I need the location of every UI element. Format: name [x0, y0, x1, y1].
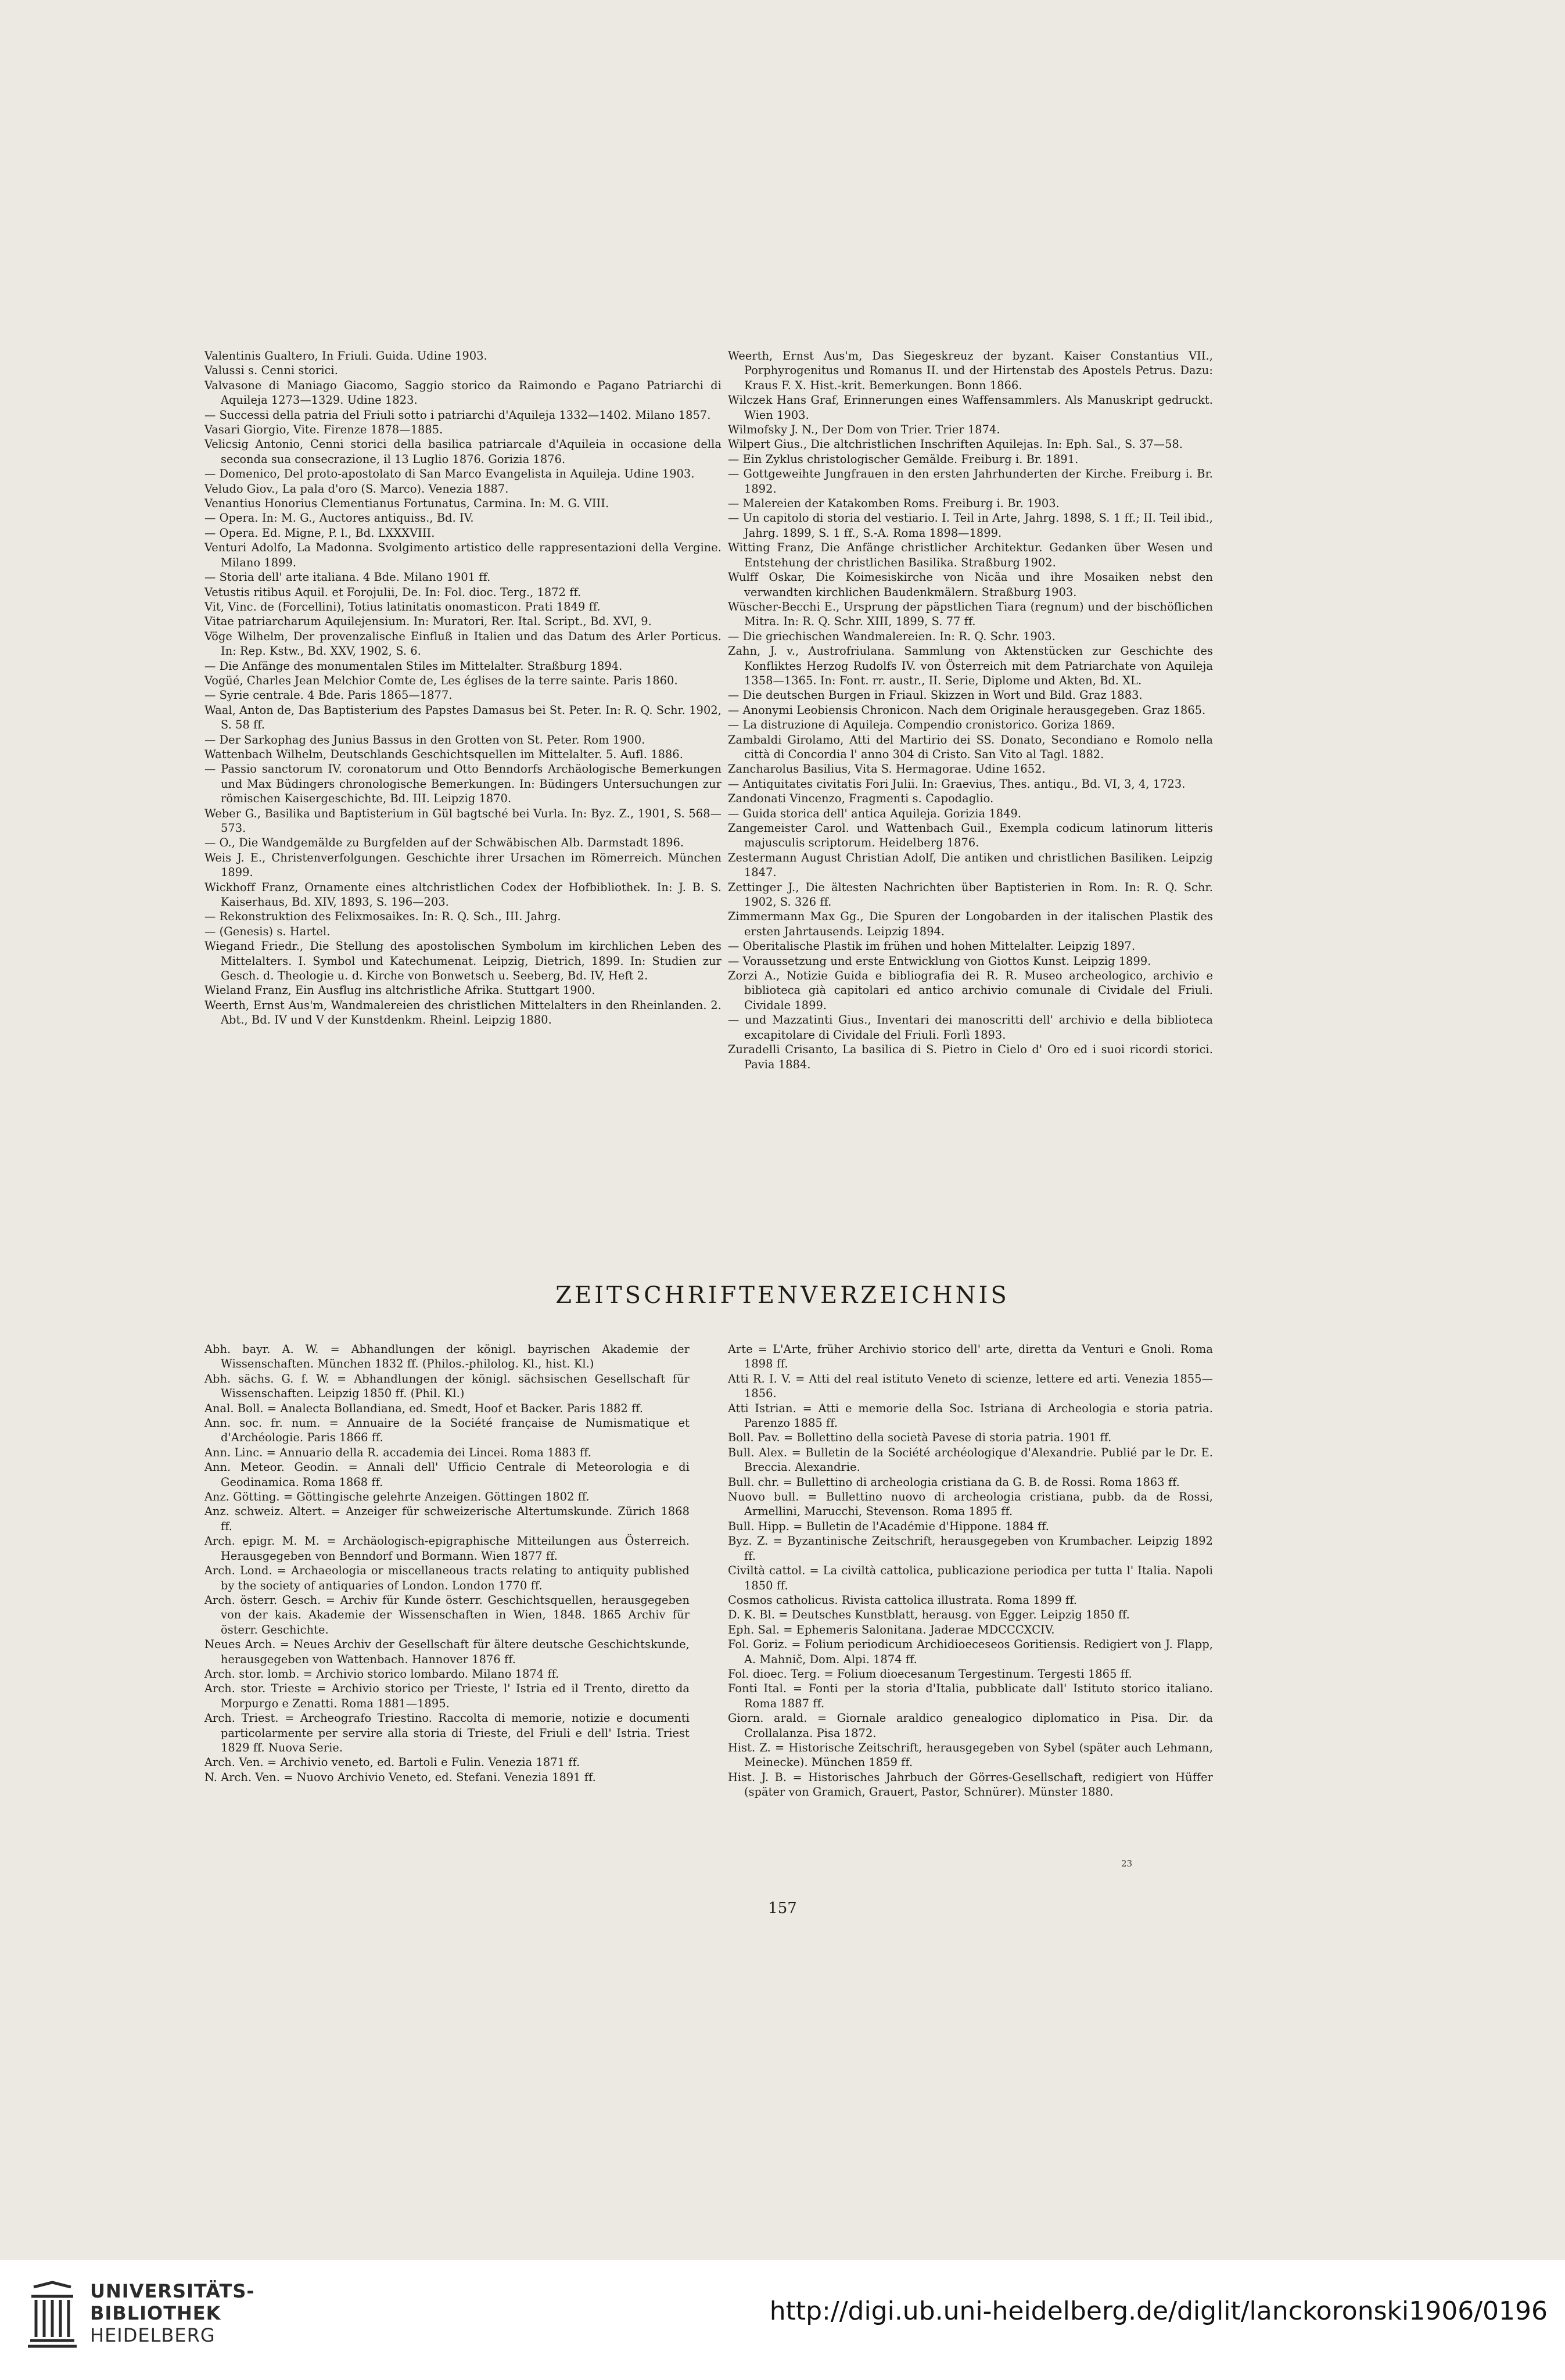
bibliography-entry: Veludo Giov., La pala d'oro (S. Marco). Venezia 1887.: [204, 482, 509, 496]
bibliography-entry: — Oberitalische Plastik im frühen und hohen Mittelalter. Leipzig 1897.: [728, 939, 1136, 953]
bibliography-entry: Atti Istrian. = Atti e memorie della Soc. Istriana di Archeologia e storia patria. Parenzo 1885 ff.: [728, 1401, 1213, 1430]
bibliography-entry: — O., Die Wandgemälde zu Burgfelden auf der Schwäbischen Alb. Darmstadt 1896.: [204, 836, 684, 850]
bibliography-entry: Wilpert Gius., Die altchristlichen Inschriften Aquilejas. In: Eph. Sal., S. 37—58.: [728, 437, 1183, 451]
bibliography-entry: Cosmos catholicus. Rivista cattolica illustrata. Roma 1899 ff.: [728, 1593, 1078, 1607]
bibliography-entry: Bull. chr. = Bullettino di archeologia cristiana da G. B. de Rossi. Roma 1863 ff.: [728, 1475, 1180, 1489]
bibliography-entry: Zancharolus Basilius, Vita S. Hermagorae. Udine 1652.: [728, 762, 1046, 776]
bibliography-entry: Fol. Goriz. = Folium periodicum Archidioeceseos Goritiensis. Redigiert von J. Flapp, A. Mahnič, Dom. Alpi. 1874 ff.: [728, 1638, 1213, 1666]
bibliography-entry: Wickhoff Franz, Ornamente eines altchristlichen Codex der Hofbibliothek. In: J. B. S. Kaiserhaus, Bd. XIV, 1893, S. 196—203.: [204, 880, 722, 909]
bibliography-entry: Hist. J. B. = Historisches Jahrbuch der Görres-Gesellschaft, redigiert von Hüffer (später von Gramich, Grauert, Pastor, Schnürer). Münster 1880.: [728, 1770, 1213, 1799]
bibliography-entry: Zangemeister Carol. und Wattenbach Guil., Exempla codicum latinorum litteris majusculis scriptorum. Heidelberg 1876.: [728, 821, 1213, 850]
bibliography-entry: Zimmermann Max Gg., Die Spuren der Longobarden in der italischen Plastik des ersten Jahrtausends. Leipzig 1894.: [728, 910, 1213, 938]
bibliography-entry: — Die Anfänge des monumentalen Stiles im Mittelalter. Straßburg 1894.: [204, 659, 623, 673]
library-logo-text[interactable]: [90, 2280, 255, 2346]
bibliography-entry: Hist. Z. = Historische Zeitschrift, herausgegeben von Sybel (später auch Lehmann, Meinecke). München 1859 ff.: [728, 1740, 1213, 1769]
bibliography-entry: Byz. Z. = Byzantinische Zeitschrift, herausgegeben von Krumbacher. Leipzig 1892 ff.: [728, 1534, 1213, 1563]
bibliography-entry: — Ein Zyklus christologischer Gemälde. Freiburg i. Br. 1891.: [728, 452, 1079, 466]
bibliography-entry: N. Arch. Ven. = Nuovo Archivio Veneto, ed. Stefani. Venezia 1891 ff.: [204, 1770, 596, 1784]
bibliography-entry: Valussi s. Cenni storici.: [204, 364, 338, 378]
bibliography-entry: Wüscher-Becchi E., Ursprung der päpstlichen Tiara (regnum) und der bischöflichen Mitra. In: R. Q. Schr. XIII, 1899, S. 77 ff.: [728, 600, 1213, 629]
bibliography-entry: Anz. Götting. = Göttingische gelehrte Anzeigen. Göttingen 1802 ff.: [204, 1490, 590, 1504]
bibliography-entry: — Der Sarkophag des Junius Bassus in den Grotten von St. Peter. Rom 1900.: [204, 733, 645, 746]
bibliography-entry: — Domenico, Del proto-apostolato di San Marco Evangelista in Aquileja. Udine 1903.: [204, 467, 695, 481]
bibliography-entry: Zahn, J. v., Austrofriulana. Sammlung von Aktenstücken zur Geschichte des Konfliktes Herzog Rudolfs IV. von Österreich mit dem Patriarchate von Aquileja 1358—1365. In: Font. rr. austr., II. Serie, Diplome und Akten, Bd. XL.: [728, 644, 1213, 687]
bibliography-entry: Wieland Franz, Ein Ausflug ins altchristliche Afrika. Stuttgart 1900.: [204, 983, 595, 997]
bibliography-entry: Waal, Anton de, Das Baptisterium des Papstes Damasus bei St. Peter. In: R. Q. Schr. 1902, S. 58 ff.: [204, 703, 722, 732]
bibliography-entry: — und Mazzatinti Gius., Inventari dei manoscritti dell' archivio e della biblioteca excapitolare di Cividale del Friuli. Forlì 1893.: [728, 1013, 1213, 1042]
bibliography-entry: — Successi della patria del Friuli sotto i patriarchi d'Aquileja 1332—1402. Milano 1857.: [204, 408, 711, 422]
bibliography-entry: — Die griechischen Wandmalereien. In: R. Q. Schr. 1903.: [728, 629, 1056, 643]
bibliography-entry: Giorn. arald. = Giornale araldico genealogico diplomatico in Pisa. Dir. da Crollalanza. Pisa 1872.: [728, 1711, 1213, 1740]
logo-line-1: UNIVERSITÄTS-: [90, 2280, 255, 2302]
bibliography-entry: Vöge Wilhelm, Der provenzalische Einfluß in Italien und das Datum des Arler Porticus. In: Rep. Kstw., Bd. XXV, 1902, S. 6.: [204, 629, 722, 658]
bibliography-entry: — Opera. Ed. Migne, P. l., Bd. LXXXVIII.: [204, 526, 435, 540]
bibliography-entry: Zuradelli Crisanto, La basilica di S. Pietro in Cielo d' Oro ed i suoi ricordi storici. Pavia 1884.: [728, 1043, 1213, 1071]
bibliography-entry: Witting Franz, Die Anfänge christlicher Architektur. Gedanken über Wesen und Entstehung der christlichen Basilika. Straßburg 1902.: [728, 541, 1213, 569]
bibliography-entry: Vasari Giorgio, Vite. Firenze 1878—1885.: [204, 423, 443, 437]
bibliography-entry: Atti R. I. V. = Atti del real istituto Veneto di scienze, lettere ed arti. Venezia 1855—1856.: [728, 1372, 1213, 1401]
section-heading: ZEITSCHRIFTENVERZEICHNIS: [555, 1282, 1010, 1309]
bibliography-entry: Arch. epigr. M. M. = Archäologisch-epigraphische Mitteilungen aus Österreich. Herausgegeben von Benndorf und Bormann. Wien 1877 ff.: [204, 1534, 690, 1563]
bibliography-entry: Boll. Pav. = Bollettino della società Pavese di storia patria. 1901 ff.: [728, 1431, 1112, 1445]
signature-mark: 23: [1121, 1858, 1133, 1869]
logo-line-2: BIBLIOTHEK: [90, 2302, 221, 2324]
bibliography-entry: Anal. Boll. = Analecta Bollandiana, ed. Smedt, Hoof et Backer. Paris 1882 ff.: [204, 1401, 644, 1415]
bibliography-entry: Valentinis Gualtero, In Friuli. Guida. Udine 1903.: [204, 349, 487, 362]
bibliography-entry: Wilmofsky J. N., Der Dom von Trier. Trier 1874.: [728, 423, 1000, 437]
bibliography-entry: Wiegand Friedr., Die Stellung des apostolischen Symbolum im kirchlichen Leben des Mittelalters. I. Symbol und Katechumenat. Leipzig, Dietrich, 1899. In: Studien zur Gesch. d. Theologie u. d. Kirche von Bonwetsch u. Seeberg, Bd. IV, Heft 2.: [204, 939, 722, 983]
bibliography-entry: Valvasone di Maniago Giacomo, Saggio storico da Raimondo e Pagano Patriarchi di Aquileja 1273—1329. Udine 1823.: [204, 378, 722, 407]
logo-line-3: HEIDELBERG: [90, 2324, 216, 2346]
page-number: 157: [768, 1900, 797, 1917]
bibliography-entry: — Anonymi Leobiensis Chronicon. Nach dem Originale herausgegeben. Graz 1865.: [728, 703, 1206, 717]
bibliography-entry: Ann. Meteor. Geodin. = Annali dell' Ufficio Centrale di Meteorologia e di Geodinamica. Roma 1868 ff.: [204, 1460, 690, 1489]
bibliography-entry: Weerth, Ernst Aus'm, Das Siegeskreuz der byzant. Kaiser Constantius VII., Porphyrogenitus und Romanus II. und der Hirtenstab des Apostels Petrus. Dazu: Kraus F. X. Hist.-krit. Bemerkungen. Bonn 1866.: [728, 349, 1213, 392]
bibliography-entry: Vitae patriarcharum Aquilejensium. In: Muratori, Rer. Ital. Script., Bd. XVI, 9.: [204, 615, 652, 629]
bibliography-entry: Civiltà cattol. = La civiltà cattolica, publicazione periodica per tutta l' Italia. Napoli 1850 ff.: [728, 1564, 1213, 1592]
bibliography-entry: Zestermann August Christian Adolf, Die antiken und christlichen Basiliken. Leipzig 1847.: [728, 850, 1213, 880]
bibliography-entry: — La distruzione di Aquileja. Compendio cronistorico. Goriza 1869.: [728, 718, 1115, 732]
bibliography-entry: — Un capitolo di storia del vestiario. I. Teil in Arte, Jahrg. 1898, S. 1 ff.; II. Teil ibid., Jahrg. 1899, S. 1 ff., S.-A. Roma 1898—1899.: [728, 511, 1213, 540]
bibliography-entry: Arch. Triest. = Archeografo Triestino. Raccolta di memorie, notizie e documenti particolarmente per servire alla storia di Trieste, del Friuli e dell' Istria. Triest 1829 ff. Nuova Serie.: [204, 1711, 690, 1754]
bibliography-entry: Zettinger J., Die ältesten Nachrichten über Baptisterien in Rom. In: R. Q. Schr. 1902, S. 326 ff.: [728, 880, 1213, 909]
bibliography-entry: Weis J. E., Christenverfolgungen. Geschichte ihrer Ursachen im Römerreich. München 1899.: [204, 850, 722, 880]
bibliography-entry: Zorzi A., Notizie Guida e bibliografia dei R. R. Museo archeologico, archivio e biblioteca già capitolari ed antico archivio comunale di Cividale del Friuli. Cividale 1899.: [728, 969, 1213, 1012]
bibliography-entry: Neues Arch. = Neues Archiv der Gesellschaft für ältere deutsche Geschichtskunde, herausgegeben von Wattenbach. Hannover 1876 ff.: [204, 1638, 690, 1666]
periodicals-column-left: [204, 1342, 690, 1785]
periodicals-column-right: [728, 1342, 1213, 1800]
bibliography-entry: Arte = L'Arte, früher Archivio storico dell' arte, diretta da Venturi e Gnoli. Roma 1898 ff.: [728, 1342, 1213, 1371]
bibliography-entry: Weerth, Ernst Aus'm, Wandmalereien des christlichen Mittelalters in den Rheinlanden. 2. Abt., Bd. IV und V der Kunstdenkm. Rheinl. Leipzig 1880.: [204, 998, 722, 1027]
bibliography-entry: Venantius Honorius Clementianus Fortunatus, Carmina. In: M. G. VIII.: [204, 497, 609, 511]
source-url-link[interactable]: http://digi.ub.uni-heidelberg.de/diglit/lanckoronski1906/0196: [769, 2296, 1548, 2326]
bibliography-entry: — Syrie centrale. 4 Bde. Paris 1865—1877.: [204, 688, 453, 702]
bibliography-entry: Ann. Linc. = Annuario della R. accademia dei Lincei. Roma 1883 ff.: [204, 1445, 592, 1459]
bibliography-entry: Fol. dioec. Terg. = Folium dioecesanum Tergestinum. Tergesti 1865 ff.: [728, 1667, 1132, 1681]
bibliography-entry: Zambaldi Girolamo, Atti del Martirio dei SS. Donato, Secondiano e Romolo nella città di Concordia l' anno 304 di Cristo. San Vito al Tagl. 1882.: [728, 733, 1213, 761]
bibliography-entry: D. K. Bl. = Deutsches Kunstblatt, herausg. von Egger. Leipzig 1850 ff.: [728, 1608, 1130, 1622]
bibliography-entry: Abh. bayr. A. W. = Abhandlungen der königl. bayrischen Akademie der Wissenschaften. München 1832 ff. (Philos.-philolog. Kl., hist. Kl.): [204, 1342, 690, 1371]
university-library-seal-icon[interactable]: [26, 2280, 79, 2350]
bibliography-entry: — Die deutschen Burgen in Friaul. Skizzen in Wort und Bild. Graz 1883.: [728, 688, 1143, 702]
bibliography-entry: — (Genesis) s. Hartel.: [204, 924, 331, 938]
bibliography-entry: Wilczek Hans Graf, Erinnerungen eines Waffensammlers. Als Manuskript gedruckt. Wien 1903.: [728, 393, 1213, 422]
bibliography-entry: Anz. schweiz. Altert. = Anzeiger für schweizerische Altertumskunde. Zürich 1868 ff.: [204, 1505, 690, 1533]
bibliography-entry: — Gottgeweihte Jungfrauen in den ersten Jahrhunderten der Kirche. Freiburg i. Br. 1892.: [728, 467, 1213, 496]
bibliography-column-right: [728, 349, 1213, 1072]
bibliography-entry: Velicsig Antonio, Cenni storici della basilica patriarcale d'Aquileia in occasione della seconda sua consecrazione, il 13 Luglio 1876. Gorizia 1876.: [204, 437, 722, 466]
bibliography-entry: Bull. Alex. = Bulletin de la Société archéologique d'Alexandrie. Publié par le Dr. E. Breccia. Alexandrie.: [728, 1445, 1213, 1474]
bibliography-entry: Zandonati Vincenzo, Fragmenti s. Capodaglio.: [728, 792, 994, 806]
bibliography-entry: — Malereien der Katakomben Roms. Freiburg i. Br. 1903.: [728, 497, 1060, 511]
bibliography-entry: Arch. österr. Gesch. = Archiv für Kunde österr. Geschichtsquellen, herausgegeben von der kais. Akademie der Wissenschaften in Wien, 1848. 1865 Archiv für österr. Geschichte.: [204, 1593, 690, 1636]
bibliography-entry: Eph. Sal. = Ephemeris Salonitana. Jaderae MDCCCXCIV.: [728, 1622, 1055, 1636]
bibliography-entry: — Voraussetzung und erste Entwicklung von Giottos Kunst. Leipzig 1899.: [728, 954, 1151, 968]
bibliography-entry: — Rekonstruktion des Felixmosaikes. In: R. Q. Sch., III. Jahrg.: [204, 910, 561, 924]
bibliography-entry: — Guida storica dell' antica Aquileja. Gorizia 1849.: [728, 806, 1022, 820]
bibliography-entry: Ann. soc. fr. num. = Annuaire de la Société française de Numismatique et d'Archéologie. Paris 1866 ff.: [204, 1416, 690, 1445]
bibliography-entry: Weber G., Basilika und Baptisterium in Gül bagtsché bei Vurla. In: Byz. Z., 1901, S. 568—573.: [204, 806, 722, 835]
bibliography-entry: Venturi Adolfo, La Madonna. Svolgimento artistico delle rappresentazioni della Vergine. Milano 1899.: [204, 541, 722, 569]
bibliography-entry: Wulff Oskar, Die Koimesiskirche von Nicäa und ihre Mosaiken nebst den verwandten kirchlichen Baudenkmälern. Straßburg 1903.: [728, 570, 1213, 599]
bibliography-entry: — Antiquitates civitatis Fori Julii. In: Graevius, Thes. antiqu., Bd. VI, 3, 4, 1723.: [728, 777, 1186, 791]
bibliography-entry: Vetustis ritibus Aquil. et Forojulii, De. In: Fol. dioc. Terg., 1872 ff.: [204, 585, 582, 599]
bibliography-entry: Fonti Ital. = Fonti per la storia d'Italia, pubblicate dall' Istituto storico italiano. Roma 1887 ff.: [728, 1682, 1213, 1710]
bibliography-entry: Arch. Lond. = Archaeologia or miscellaneous tracts relating to antiquity published by the society of antiquaries of London. London 1770 ff.: [204, 1564, 690, 1592]
bibliography-entry: Wattenbach Wilhelm, Deutschlands Geschichtsquellen im Mittelalter. 5. Aufl. 1886.: [204, 747, 683, 761]
bibliography-entry: Arch. stor. Trieste = Archivio storico per Trieste, l' Istria ed il Trento, diretto da Morpurgo e Zenatti. Roma 1881—1895.: [204, 1682, 690, 1710]
bibliography-entry: Arch. Ven. = Archivio veneto, ed. Bartoli e Fulin. Venezia 1871 ff.: [204, 1756, 580, 1769]
bibliography-entry: Vogüé, Charles Jean Melchior Comte de, Les églises de la terre sainte. Paris 1860.: [204, 673, 678, 687]
bibliography-entry: Abh. sächs. G. f. W. = Abhandlungen der königl. sächsischen Gesellschaft für Wissenschaften. Leipzig 1850 ff. (Phil. Kl.): [204, 1372, 690, 1401]
bibliography-entry: Arch. stor. lomb. = Archivio storico lombardo. Milano 1874 ff.: [204, 1667, 559, 1681]
bibliography-entry: Bull. Hipp. = Bulletin de l'Académie d'Hippone. 1884 ff.: [728, 1519, 1050, 1533]
bibliography-entry: — Opera. In: M. G., Auctores antiquiss., Bd. IV.: [204, 511, 474, 525]
bibliography-entry: — Passio sanctorum IV. coronatorum und Otto Benndorfs Archäologische Bemerkungen und Max Büdingers chronologische Bemerkungen. In: Büdingers Untersuchungen zur römischen Kaisergeschichte, Bd. III. Leipzig 1870.: [204, 762, 722, 806]
bibliography-entry: Nuovo bull. = Bullettino nuovo di archeologia cristiana, pubb. da de Rossi, Armellini, Marucchi, Stevenson. Roma 1895 ff.: [728, 1490, 1213, 1519]
bibliography-column-left: [204, 349, 722, 1028]
bibliography-entry: Vit, Vinc. de (Forcellini), Totius latinitatis onomasticon. Prati 1849 ff.: [204, 600, 601, 613]
bibliography-entry: — Storia dell' arte italiana. 4 Bde. Milano 1901 ff.: [204, 570, 491, 584]
